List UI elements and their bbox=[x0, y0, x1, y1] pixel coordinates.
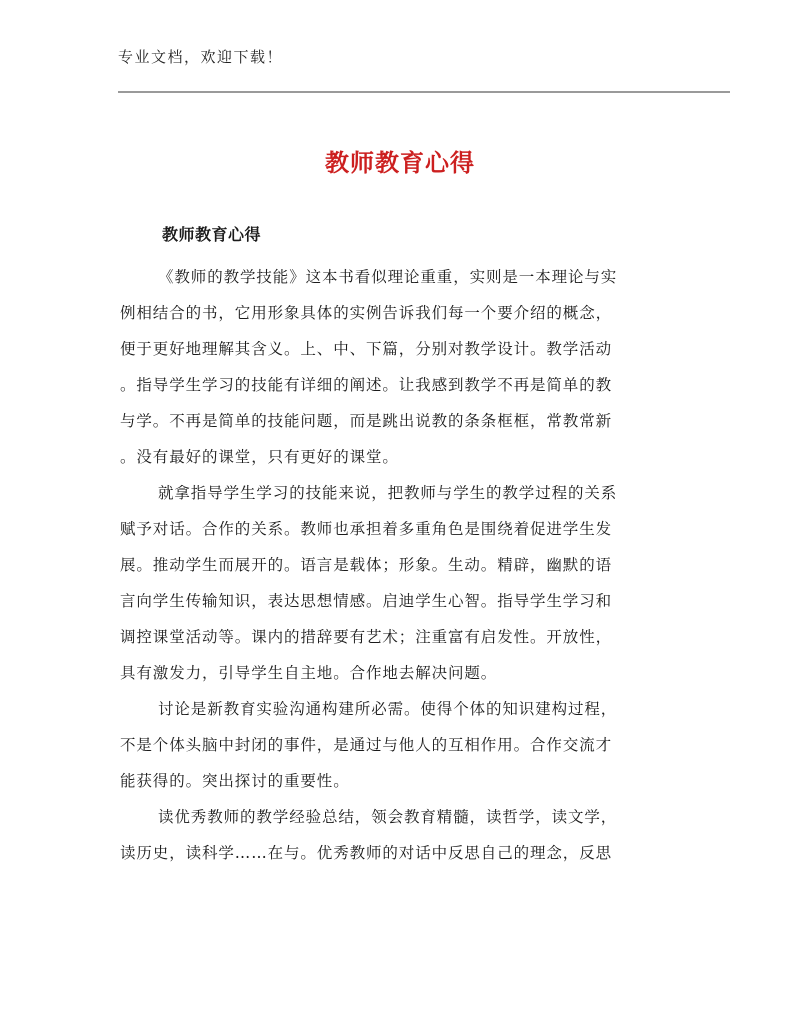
text-line: 展。推动学生而展开的。语言是载体；形象。生动。精辟，幽默的语 bbox=[120, 556, 613, 574]
text-line: 读优秀教师的教学经验总结，领会教育精髓，读哲学，读文学， bbox=[158, 808, 618, 826]
paragraph bbox=[120, 259, 680, 475]
text-line: 。指导学生学习的技能有详细的阐述。让我感到教学不再是简单的教 bbox=[120, 376, 613, 394]
text-line: 不是个体头脑中封闭的事件，是通过与他人的互相作用。合作交流才 bbox=[120, 736, 613, 754]
document-title: 教师教育心得 bbox=[325, 149, 475, 177]
text-line: 赋予对话。合作的关系。教师也承担着多重角色是围绕着促进学生发 bbox=[120, 520, 613, 538]
text-line: 与学。不再是简单的技能问题，而是跳出说教的条条框框，常教常新 bbox=[120, 412, 613, 430]
paragraph bbox=[120, 475, 680, 691]
text-line: 读历史，读科学……在与。优秀教师的对话中反思自己的理念，反思 bbox=[120, 844, 613, 862]
text-line: 就拿指导学生学习的技能来说，把教师与学生的教学过程的关系 bbox=[158, 484, 618, 502]
header-divider bbox=[118, 91, 730, 93]
text-line: 能获得的。突出探讨的重要性。 bbox=[120, 772, 350, 790]
paragraph bbox=[120, 799, 680, 871]
header-text: 专业文档，欢迎下载！ bbox=[118, 48, 284, 66]
text-line: 言向学生传输知识，表达思想情感。启迪学生心智。指导学生学习和 bbox=[120, 592, 613, 610]
text-line: 讨论是新教育实验沟通构建所必需。使得个体的知识建构过程， bbox=[158, 700, 618, 718]
paragraph bbox=[120, 691, 680, 799]
section-heading: 教师教育心得 bbox=[162, 225, 262, 244]
text-line: 。没有最好的课堂，只有更好的课堂。 bbox=[120, 448, 399, 466]
text-line: 具有激发力，引导学生自主地。合作地去解决问题。 bbox=[120, 664, 498, 682]
text-line: 例相结合的书，它用形象具体的实例告诉我们每一个要介绍的概念， bbox=[120, 304, 613, 322]
text-line: 便于更好地理解其含义。上、中、下篇，分别对教学设计。教学活动 bbox=[120, 340, 613, 358]
text-line: 《教师的教学技能》这本书看似理论重重，实则是一本理论与实 bbox=[158, 268, 618, 286]
document-body bbox=[120, 259, 680, 871]
text-line: 调控课堂活动等。课内的措辞要有艺术；注重富有启发性。开放性， bbox=[120, 628, 613, 646]
